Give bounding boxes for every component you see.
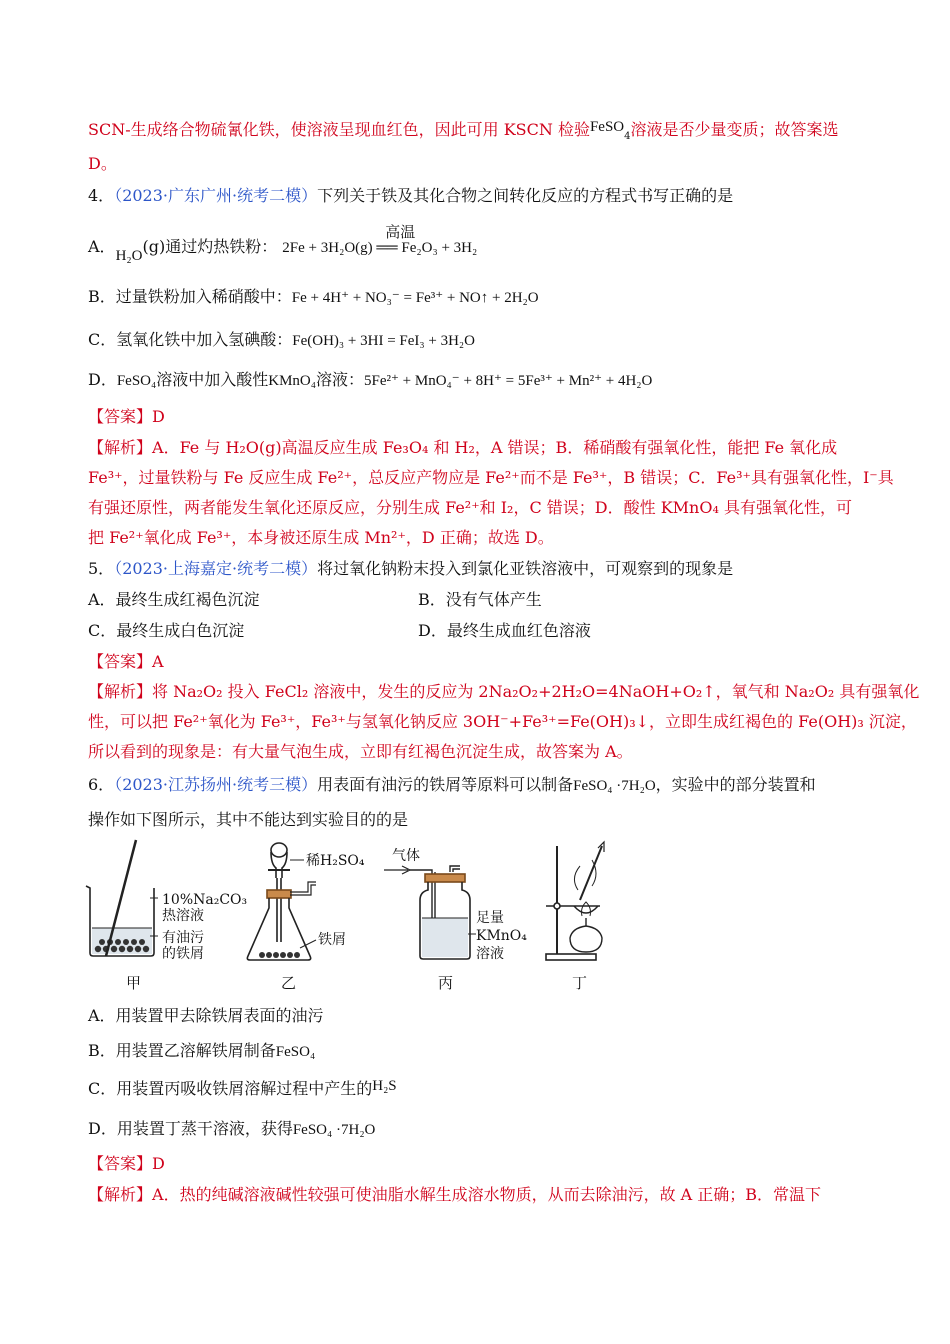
label-kmno4: KMnO₄ (476, 928, 527, 944)
caption-ding: 丁 (572, 974, 588, 992)
prev-analysis-line-1: SCN-生成络合物硫氰化铁，使溶液呈现血红色，因此可用 KSCN 检验FeSO$_4$溶液是否少量变质；故答案选 (88, 119, 839, 143)
q6-option-d: D．用装置丁蒸干溶液，获得FeSO₄ ·7H₂O (88, 1119, 376, 1138)
q5-source: （2023·上海嘉定·统考二模） (114, 559, 318, 578)
q4-option-d: D．FeSO₄溶液中加入酸性KMnO₄溶液：5Fe²⁺ + MnO₄⁻ + 8H⁺ = 5Fe³⁺ + Mn²⁺ + 4H₂O (88, 370, 653, 389)
label-solution: 溶液 (476, 946, 504, 962)
q4-option-b: B．过量铁粉加入稀硝酸中：Fe + 4H⁺ + NO₃⁻ = Fe³⁺ + NO↑ + 2H₂O (88, 287, 539, 306)
q4-option-d-equation: 5Fe²⁺ + MnO₄⁻ + 8H⁺ = 5Fe³⁺ + Mn²⁺ + 4H₂O (364, 373, 653, 389)
q4-analysis-1: 【解析】A．Fe 与 H₂O(g)高温反应生成 Fe₃O₄ 和 H₂，A 错误；B．稀硝酸有强氧化性，能把 Fe 氧化成 (88, 438, 838, 457)
q5-analysis-1: 【解析】将 Na₂O₂ 投入 FeCl₂ 溶液中，发生的反应为 2Na₂O₂+2H₂O=4NaOH+O₂↑，氧气和 Na₂O₂ 具有强氧化 (88, 682, 920, 701)
apparatus-ding (546, 842, 604, 960)
label-iron-scraps-2: 铁屑 (318, 932, 346, 948)
caption-yi: 乙 (281, 974, 297, 992)
label-dilute-h2so4: 稀H₂SO₄ (306, 853, 365, 869)
q5-analysis-3: 所以看到的现象是：有大量气泡生成，立即有红褐色沉淀生成，故答案为 A。 (88, 742, 633, 761)
q6-option-b: B．用装置乙溶解铁屑制备FeSO₄ (88, 1041, 316, 1060)
q4-analysis-3: 有强还原性，两者能发生氧化还原反应，分别生成 Fe²⁺和 I₂，C 错误；D．酸性 KMnO₄ 具有强氧化性，可 (88, 498, 852, 517)
label-sufficient: 足量 (476, 910, 504, 926)
label-na2co3: 10%Na₂CO₃ (162, 892, 248, 908)
apparatus-jia (86, 840, 158, 956)
q6-analysis-1: 【解析】A．热的纯碱溶液碱性较强可使油脂水解生成溶水物质，从而去除油污，故 A 正确；B．常温下 (88, 1185, 822, 1204)
label-gas: 气体 (392, 848, 420, 864)
q5-options-row-2 (88, 620, 862, 642)
caption-jia: 甲 (126, 974, 142, 992)
q4-source: （2023·广东广州·统考二模） (114, 186, 318, 205)
q5-stem: 5．（2023·上海嘉定·统考二模）将过氧化钠粉末投入到氯化亚铁溶液中，可观察到的现象是 (88, 559, 734, 578)
apparatus-bing (384, 866, 476, 959)
q6-option-c: C．用装置丙吸收铁屑溶解过程中产生的H₂S (88, 1078, 397, 1098)
q5-option-d: D．最终生成血红色溶液 (418, 621, 591, 640)
label-oily: 有油污 (162, 930, 204, 946)
label-iron-scraps-1: 的铁屑 (162, 946, 204, 962)
q6-option-a: A．用装置甲去除铁屑表面的油污 (88, 1006, 324, 1025)
caption-bing: 丙 (438, 974, 454, 992)
q5-option-b: B．没有气体产生 (418, 590, 542, 609)
q4-answer: 【答案】D (88, 407, 165, 426)
prev-analysis-line-2: D。 (88, 154, 117, 173)
q6-stem-1: 6．（2023·江苏扬州·统考三模）用表面有油污的铁屑等原料可以制备FeSO₄ ·7H₂O，实验中的部分装置和 (88, 775, 816, 794)
q5-option-c: C．最终生成白色沉淀 (88, 621, 245, 640)
q4-stem: 4．（2023·广东广州·统考二模）下列关于铁及其化合物之间转化反应的方程式书写正确的是 (88, 186, 734, 205)
q5-options-row-1 (88, 589, 862, 611)
q6-answer: 【答案】D (88, 1154, 165, 1173)
q4-option-c: C．氢氧化铁中加入氢碘酸：Fe(OH)₃ + 3HI = FeI₃ + 3H₂O (88, 330, 475, 349)
q4-option-a: A．H₂O(g)通过灼热铁粉： 2Fe + 3H₂O(g) ══ Fe₂O₃ + 3H₂ 高温 (88, 225, 478, 264)
q4-option-b-equation: Fe + 4H⁺ + NO₃⁻ = Fe³⁺ + NO↑ + 2H₂O (291, 290, 539, 306)
q5-analysis-2: 性，可以把 Fe²⁺氧化为 Fe³⁺，Fe³⁺与氢氧化钠反应 3OH⁻+Fe³⁺=Fe(OH)₃↓，立即生成红褐色的 Fe(OH)₃ 沉淀， (88, 712, 917, 731)
label-hot-solution: 热溶液 (162, 908, 204, 924)
q6-source: （2023·江苏扬州·统考三模） (114, 775, 318, 794)
q4-analysis-4: 把 Fe²⁺氧化成 Fe³⁺，本身被还原生成 Mn²⁺，D 正确；故选 D。 (88, 528, 554, 547)
apparatus-figure (80, 838, 640, 998)
q5-option-a: A．最终生成红褐色沉淀 (88, 590, 260, 609)
q5-answer: 【答案】A (88, 652, 164, 671)
q4-analysis-2: Fe³⁺，过量铁粉与 Fe 反应生成 Fe²⁺，总反应产物应是 Fe²⁺而不是 Fe³⁺，B 错误；C．Fe³⁺具有强氧化性，I⁻具 (88, 468, 894, 487)
q6-stem-2: 操作如下图所示，其中不能达到实验目的的是 (88, 810, 409, 829)
q4-option-c-equation: Fe(OH)₃ + 3HI = FeI₃ + 3H₂O (292, 333, 475, 349)
q4-option-a-equation: 2Fe + 3H₂O(g) ══ Fe₂O₃ + 3H₂ 高温 (282, 225, 478, 256)
